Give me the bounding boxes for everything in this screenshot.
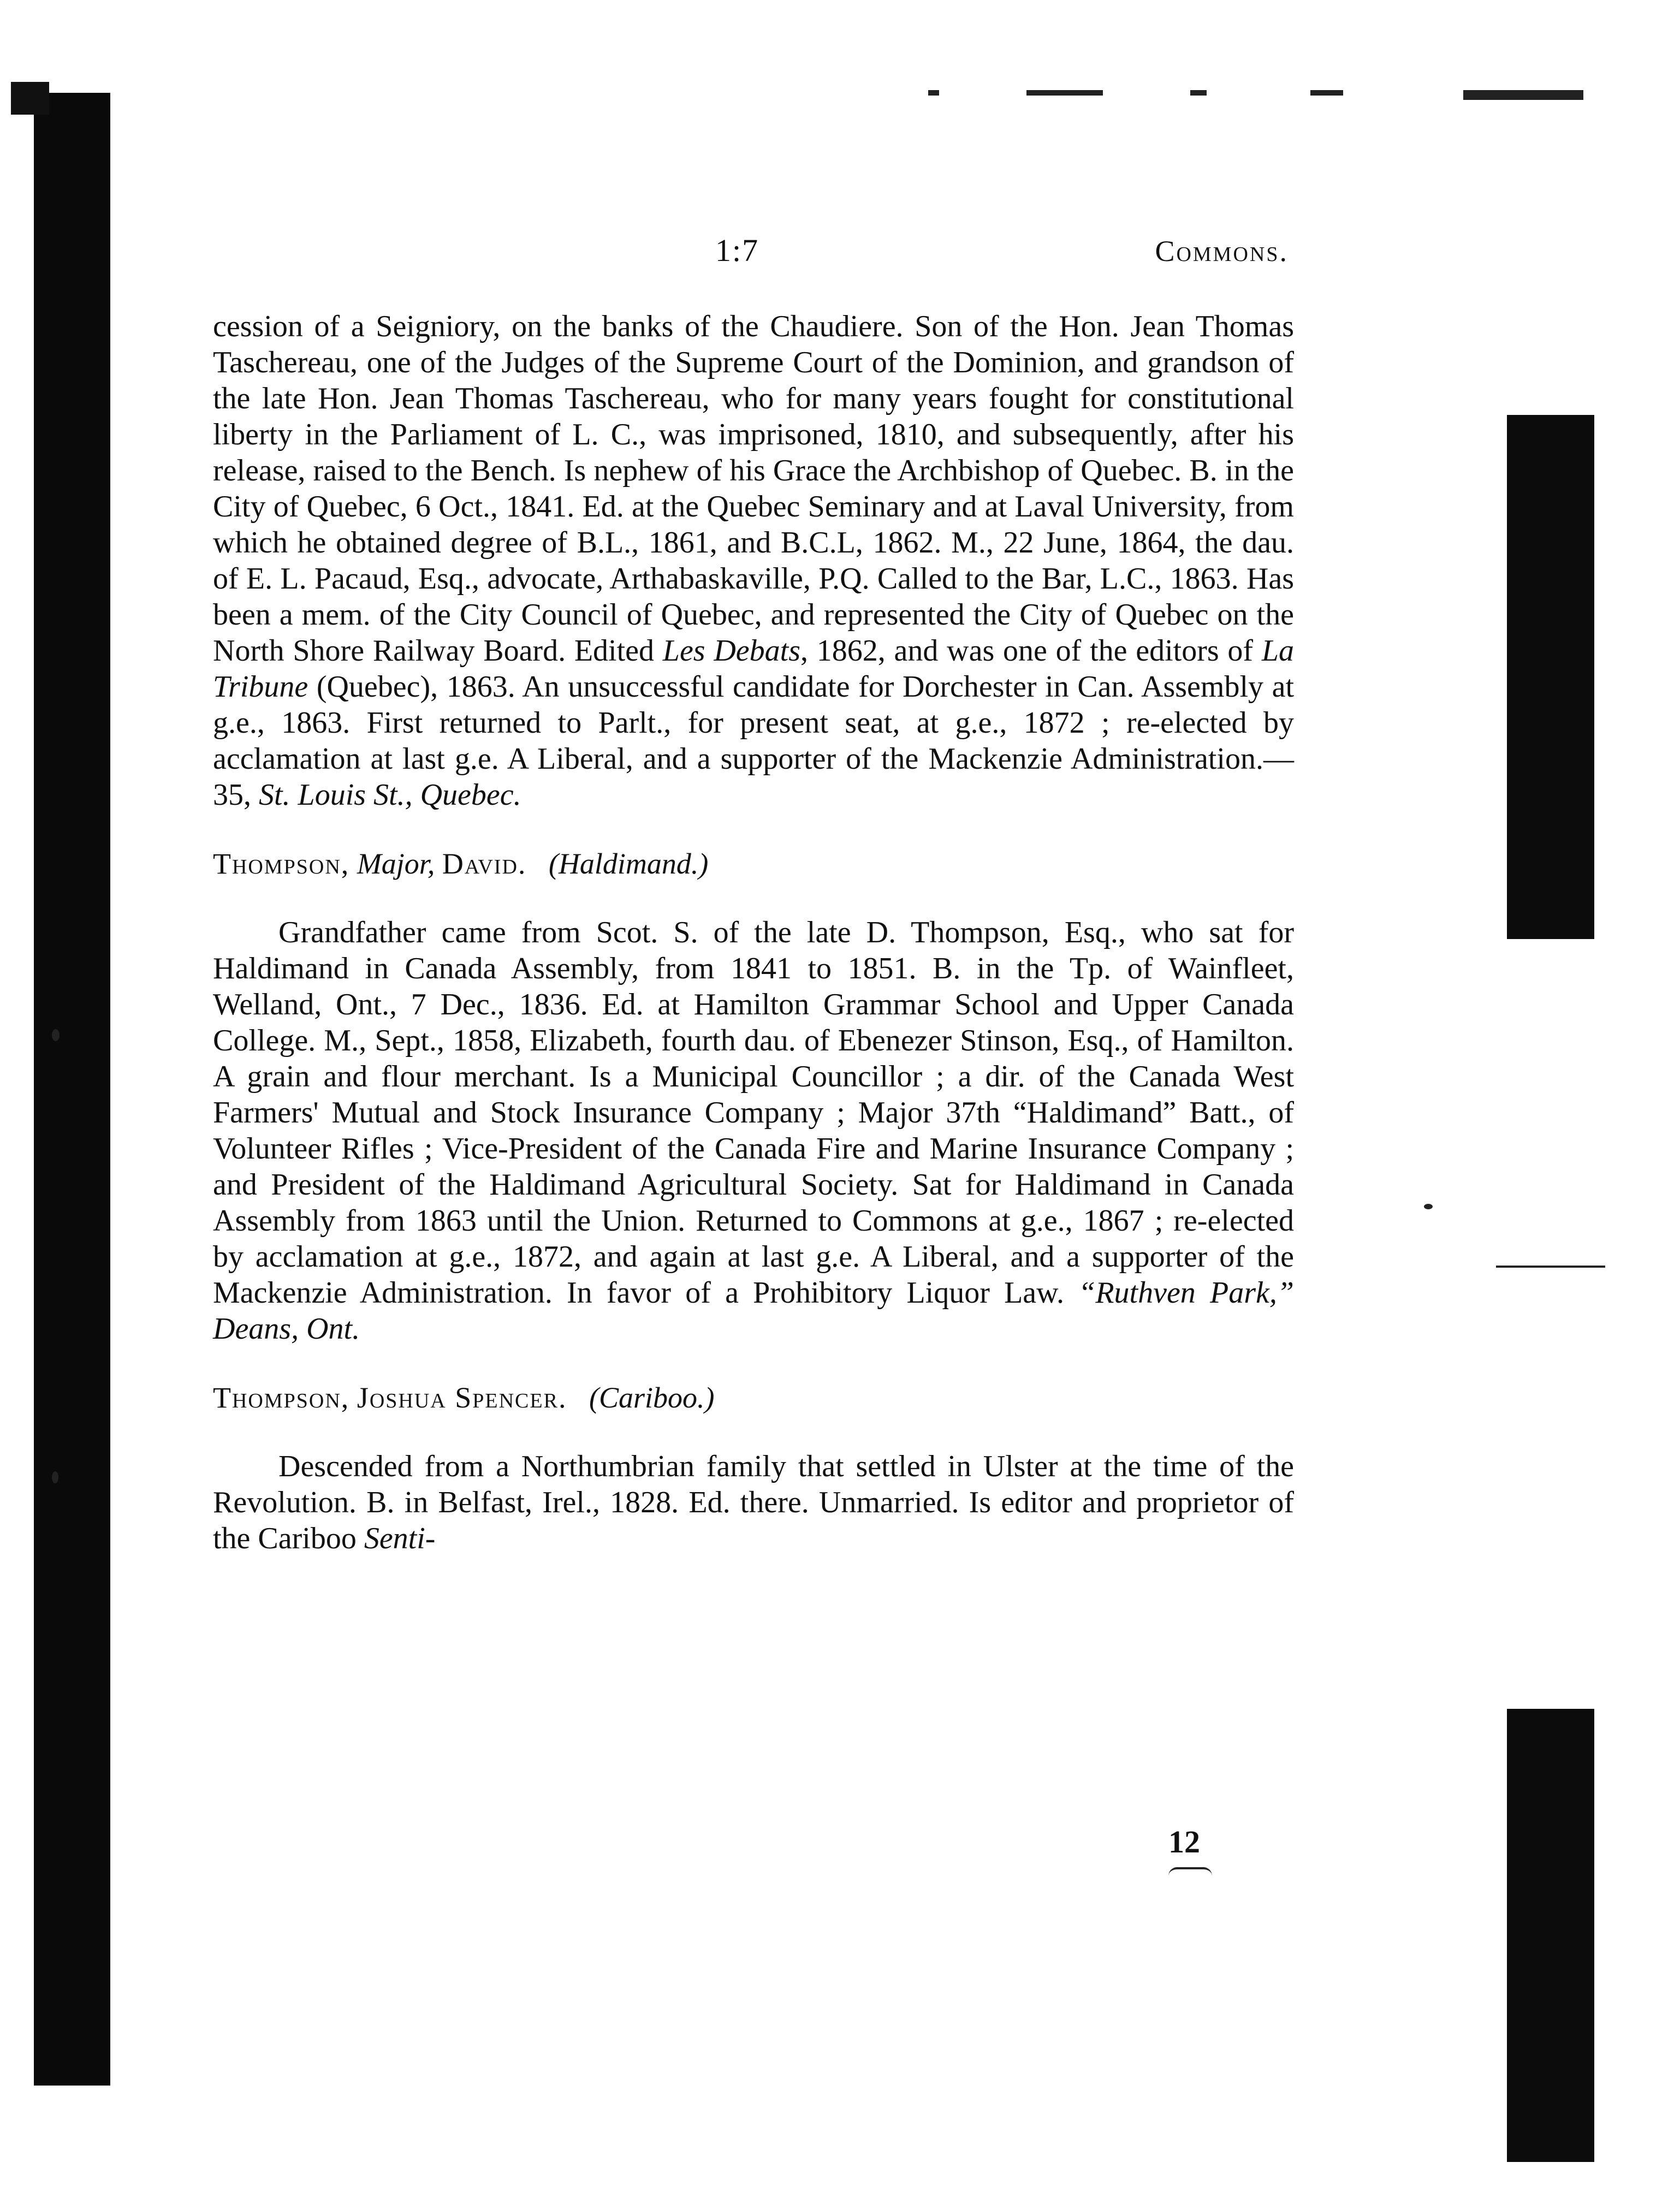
italic-title: Senti- xyxy=(364,1522,436,1555)
entry-heading xyxy=(213,1380,1294,1416)
page-header xyxy=(213,232,1289,276)
paragraph-text: (Quebec), 1863. An unsuccessful candidate for Dorchester in Can. Assembly at g.e., 1863. First returned to Parlt., for present seat, at g.e., 1872 ; re-elected by acclamation at last g.e. A Liberal, and a supporter of the Mackenzie Administration.—35, xyxy=(213,670,1294,812)
scan-speck xyxy=(1424,1204,1433,1209)
address: “Ruthven Park,” Deans, Ont. xyxy=(213,1276,1294,1346)
continued-entry-paragraph xyxy=(213,308,1294,813)
paragraph-text: , 1862, and was one of the editors of xyxy=(800,634,1262,668)
paragraph-text: Descended from a Northumbrian family that settled in Ulster at the time of the Revolution. B. in Belfast, Irel., 1828. Ed. there. Unmarried. Is editor and proprietor of the Cariboo xyxy=(213,1450,1294,1555)
entry-given-name: David. xyxy=(442,847,527,880)
entry-given-name: Joshua Spencer. xyxy=(357,1381,567,1414)
page-number: 1:7 xyxy=(715,233,759,268)
scan-edge-left xyxy=(34,93,110,2086)
address: St. Louis St., Quebec. xyxy=(259,778,521,812)
scan-edge-right-upper xyxy=(1507,415,1594,939)
italic-title: Les Debats xyxy=(662,634,801,668)
signature-flourish xyxy=(1168,1867,1212,1876)
entry-paragraph xyxy=(213,1448,1294,1557)
scan-speck xyxy=(52,1471,58,1483)
italic-title: La Tribune xyxy=(213,634,1294,704)
paragraph-text: Grandfather came from Scot. S. of the late D. Thompson, Esq., who sat for Haldimand in Canada Assembly, from 1841 to 1851. B. in the Tp. of Wainfleet, Welland, Ont., 7 Dec., 1836. Ed. at Hamilton Grammar School and Upper Canada College. M., Sept., 1858, Elizabeth, fourth dau. of Ebenezer Stinson, Esq., of Hamilton. A grain and flour merchant. Is a Municipal Councillor ; a dir. of the Canada West Farmers' Mutual and Stock Insurance Company ; Major 37th “Haldimand” Batt., of Volunteer Rifles ; Vice-President of the Canada Fire and Marine Insurance Company ; and President of the Haldimand Agricultural Society. Sat for Haldimand in Canada Assembly from 1863 until the Union. Returned to Commons at g.e., 1867 ; re-elected by acclamation at g.e., 1872, and again at last g.e. A Liberal, and a supporter of the Mackenzie Administration. In favor of a Prohibitory Liquor Law. xyxy=(213,916,1294,1310)
paragraph-text: cession of a Seigniory, on the banks of the Chaudiere. Son of the Hon. Jean Thomas Taschereau, one of the Judges of the Supreme Court of the Dominion, and grandson of the late Hon. Jean Thomas Taschereau, who for many years fought for constitutional liberty in the Parliament of L. C., was imprisoned, 1810, and subsequently, after his release, raised to the Bench. Is nephew of his Grace the Archbishop of Quebec. B. in the City of Quebec, 6 Oct., 1841. Ed. at the Quebec Seminary and at Laval University, from which he obtained degree of B.L., 1861, and B.C.L, 1862. M., 22 June, 1864, the dau. of E. L. Pacaud, Esq., advocate, Arthabaskaville, P.Q. Called to the Bar, L.C., 1863. Has been a mem. of the City Council of Quebec, and represented the City of Quebec on the North Shore Railway Board. Edited xyxy=(213,310,1294,668)
scan-rule-right xyxy=(1496,1266,1605,1268)
scan-mark-top-left xyxy=(11,82,49,115)
entry-constituency: (Cariboo.) xyxy=(589,1381,715,1414)
entry-surname: Thompson, xyxy=(213,847,350,880)
scan-edge-right-lower xyxy=(1507,1709,1594,2162)
entry-rank: Major, xyxy=(357,847,435,880)
scan-speck xyxy=(52,1029,60,1041)
entry-constituency: (Haldimand.) xyxy=(548,847,709,880)
signature-mark: 12 xyxy=(1168,1824,1200,1860)
entry-surname: Thompson, xyxy=(213,1381,350,1414)
page-body xyxy=(213,308,1294,1557)
running-head: Commons. xyxy=(1155,235,1289,268)
scan-marks-top xyxy=(928,90,1583,101)
entry-heading xyxy=(213,846,1294,882)
entry-paragraph xyxy=(213,914,1294,1347)
